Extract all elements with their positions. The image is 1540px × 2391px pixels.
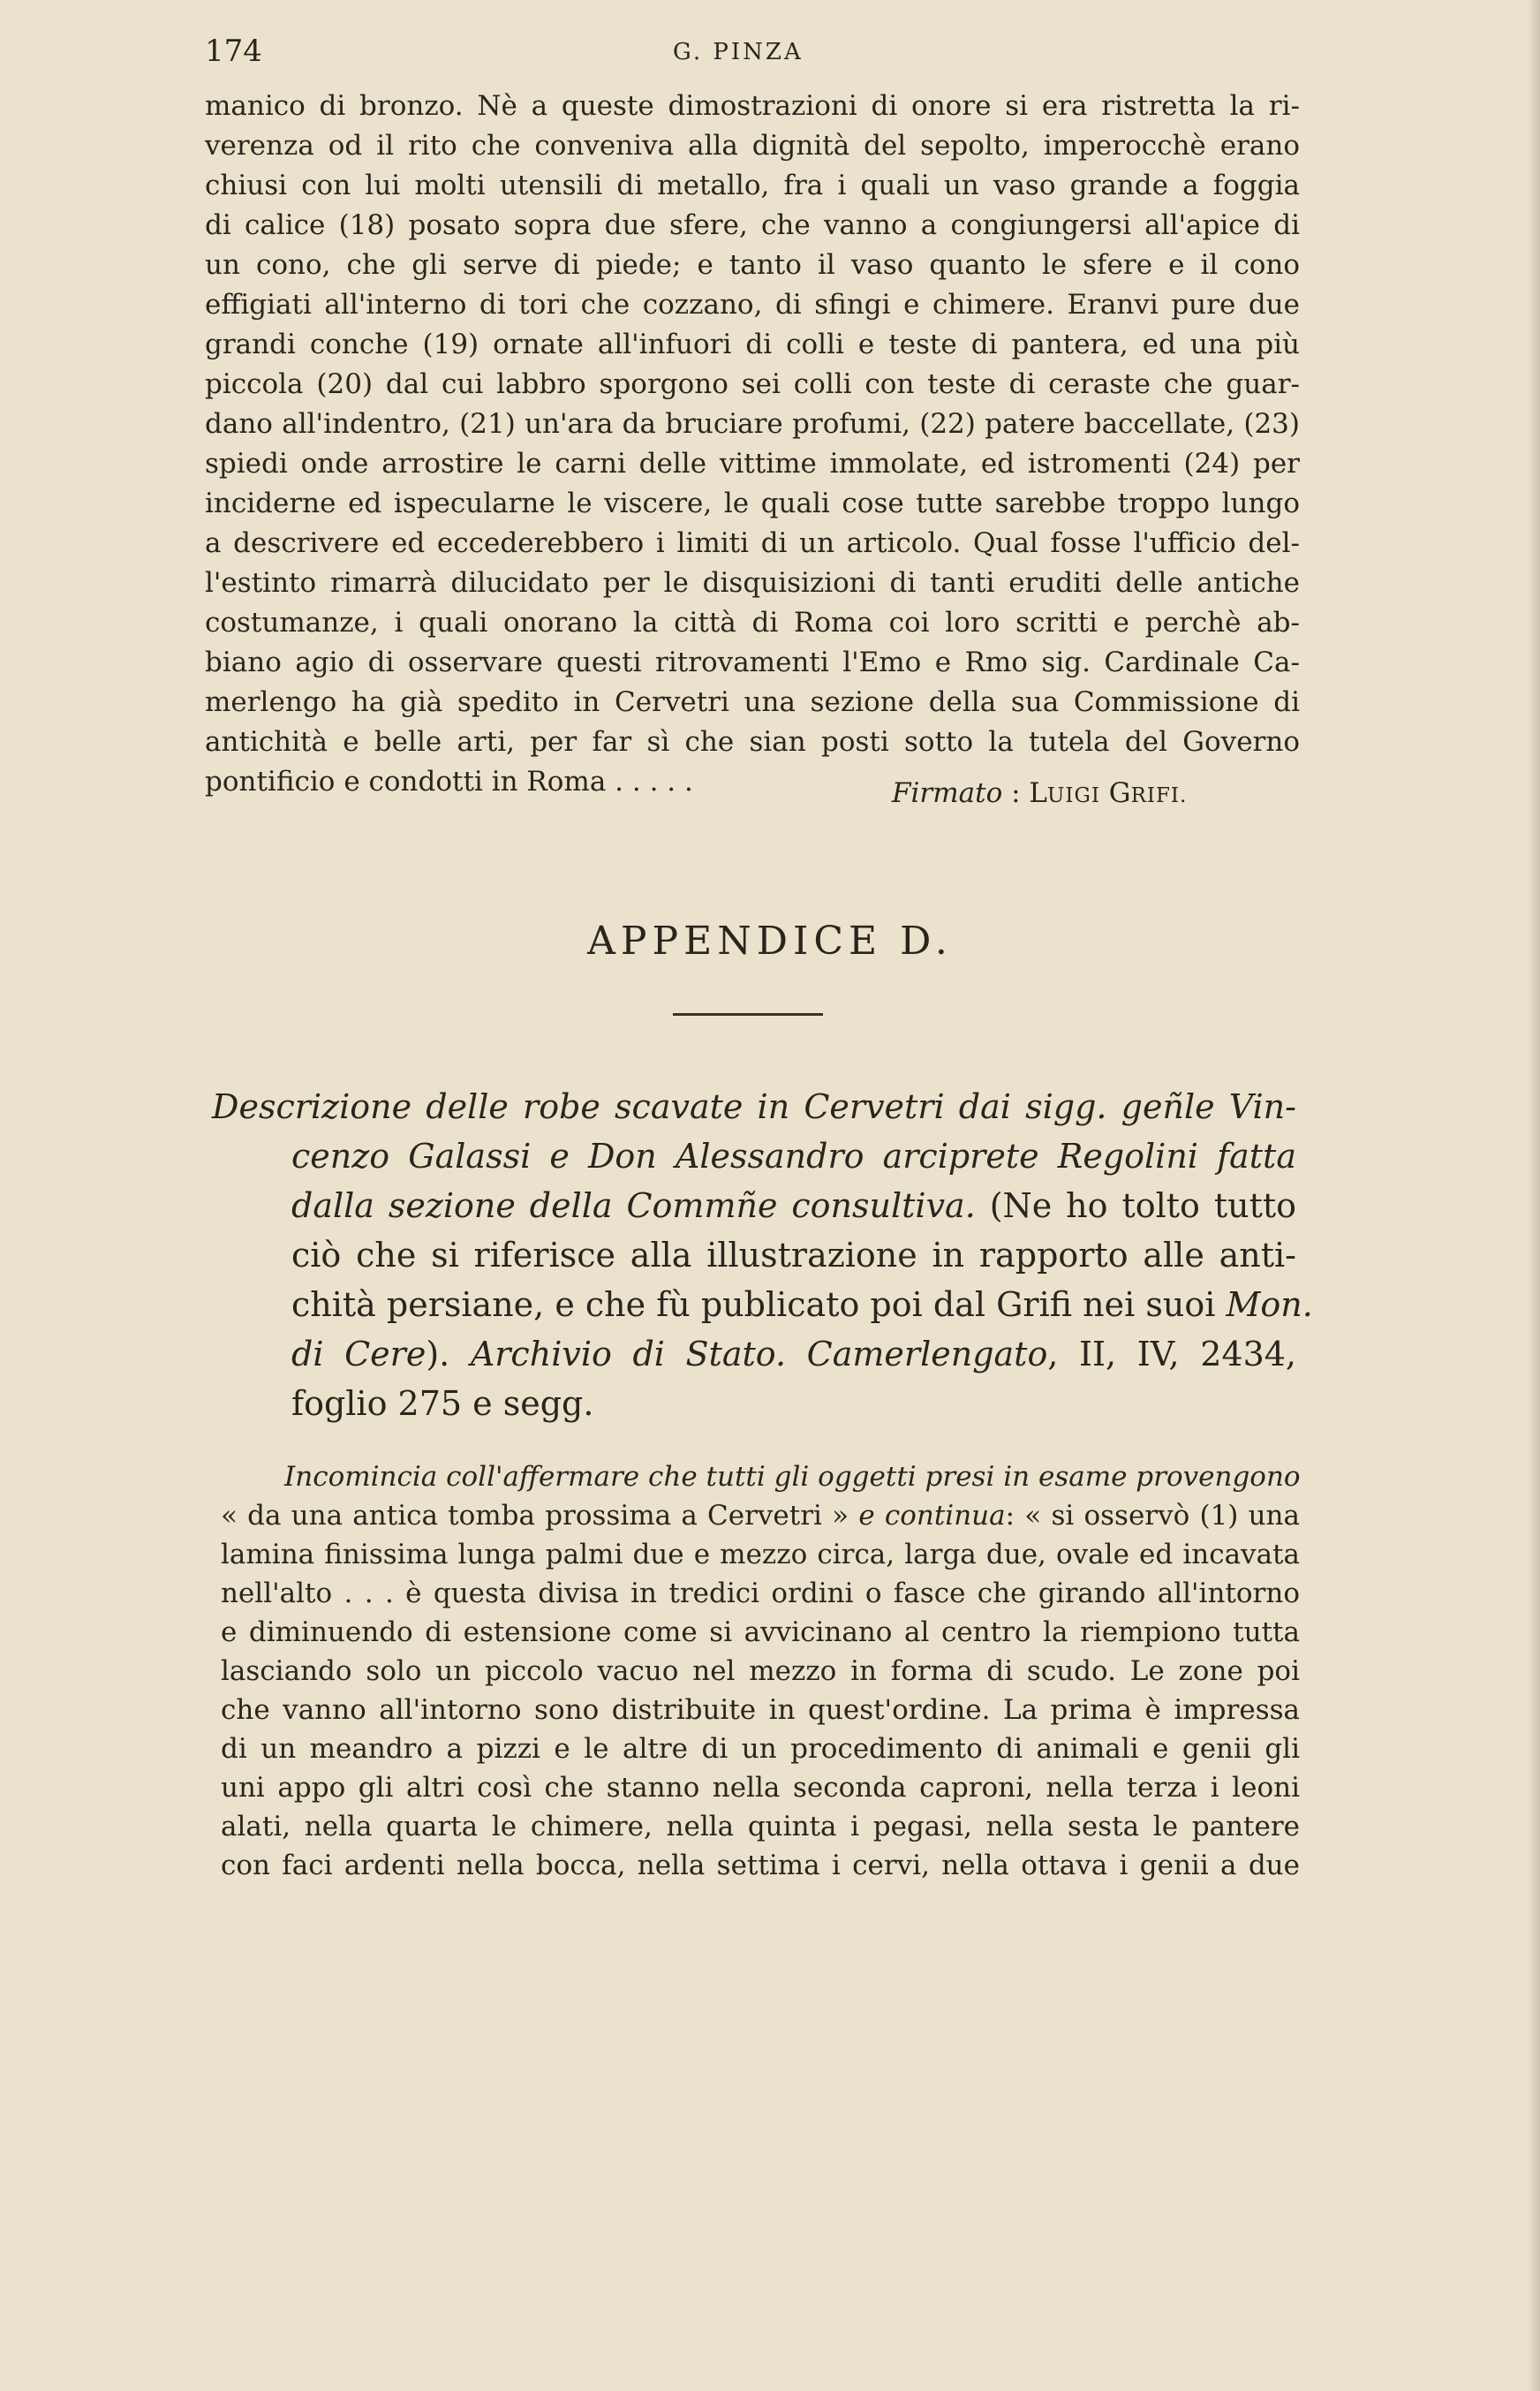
text-line: verenza od il rito che conveniva alla dignità del sepolto, imperocchè erano <box>205 130 1300 162</box>
text-line: inciderne ed ispecularne le viscere, le quali cose tutte sarebbe troppo lungo <box>205 488 1300 519</box>
text-line: manico di bronzo. Nè a queste dimostrazioni di onore si era ristretta la ri- <box>205 90 1300 122</box>
text-line: pontificio e condotti in Roma . . . . . <box>205 766 693 798</box>
signature-initial-last: G <box>1108 777 1131 809</box>
text-line: lasciando solo un piccolo vacuo nel mezzo in forma di scudo. Le zone poi <box>221 1655 1300 1687</box>
appendix-body <box>221 1457 1300 1885</box>
desc-line <box>212 1181 1296 1230</box>
desc-italic: dalla sezione della Commñe consultiva. <box>291 1186 976 1225</box>
signature-line <box>892 777 1187 809</box>
heading-rule <box>673 1013 823 1016</box>
text-line: nell'alto . . . è questa divisa in tredici ordini o fasce che girando all'intorno <box>221 1578 1300 1609</box>
text-line: di un meandro a pizzi e le altre di un procedimento di animali e genii gli <box>221 1733 1300 1765</box>
text-line: dano all'indentro, (21) un'ara da bruciare profumi, (22) patere baccellate, (23) <box>205 408 1300 440</box>
desc-line <box>212 1329 1296 1379</box>
text-line <box>221 1457 1300 1496</box>
page-edge-shadow <box>1528 0 1540 2391</box>
appendix-heading: APPENDICE D. <box>587 919 953 964</box>
desc-line <box>212 1280 1313 1329</box>
desc-line: ciò che si riferisce alla illustrazione in rapporto alle anti- <box>291 1236 1296 1275</box>
page-number: 174 <box>205 34 262 69</box>
letter-paragraph <box>205 87 1300 802</box>
text-line: spiedi onde arrostire le carni delle vittime immolate, ed istromenti (24) per <box>205 448 1300 480</box>
text-line: grandi conche (19) ornate all'infuori di colli e teste di pantera, ed una più <box>205 329 1300 360</box>
signature-name-first: UIGI <box>1047 784 1100 807</box>
desc-roman: (Ne ho tolto tutto <box>975 1186 1296 1225</box>
text-line: effigiati all'interno di tori che cozzano, di sfingi e chimere. Eranvi pure due <box>205 289 1300 321</box>
body-italic: Incomincia coll'affermare che tutti gli oggetti presi in esame provengono <box>284 1461 1301 1493</box>
desc-roman: ). <box>426 1335 471 1373</box>
desc-italic: Mon. <box>1226 1285 1313 1324</box>
text-line: di calice (18) posato sopra due sfere, che vanno a congiungersi all'apice di <box>205 209 1300 241</box>
text-line <box>221 1496 1300 1535</box>
signature-separator: : <box>1002 777 1030 809</box>
body-italic: e continua <box>858 1500 1006 1532</box>
desc-italic: Descrizione delle robe scavate in Cervetri dai sigg. geñle Vin- <box>212 1087 1296 1126</box>
text-line: un cono, che gli serve di piede; e tanto il vaso quanto le sfere e il cono <box>205 249 1300 281</box>
text-line: lamina finissima lunga palmi due e mezzo circa, larga due, ovale ed incavata <box>221 1539 1300 1570</box>
running-head: G. PINZA <box>673 39 804 65</box>
text-line: con faci ardenti nella bocca, nella settima i cervi, nella ottava i genii a due <box>221 1850 1300 1881</box>
desc-line: foglio 275 e segg. <box>291 1384 594 1423</box>
signature-label: Firmato <box>892 777 1003 809</box>
appendix-description <box>212 1082 1313 1428</box>
text-line: uni appo gli altri così che stanno nella seconda caproni, nella terza i leoni <box>221 1772 1300 1804</box>
page-header <box>205 34 1300 78</box>
body-roman: « da una antica tomba prossima a Cervetri » <box>221 1500 859 1532</box>
text-line: e diminuendo di estensione come si avvicinano al centro la riempiono tutta <box>221 1616 1300 1648</box>
text-line: costumanze, i quali onorano la città di Roma coi loro scritti e perchè ab- <box>205 607 1300 639</box>
text-line: antichità e belle arti, per far sì che sian posti sotto la tutela del Governo <box>205 726 1300 758</box>
signature-initial-first: L <box>1029 777 1047 809</box>
text-line: piccola (20) dal cui labbro sporgono sei colli con teste di ceraste che guar- <box>205 368 1300 400</box>
body-roman: : « si osservò (1) una <box>1005 1500 1301 1532</box>
desc-italic: di Cere <box>291 1335 427 1373</box>
text-line: che vanno all'intorno sono distribuite in quest'ordine. La prima è impressa <box>221 1694 1300 1726</box>
desc-roman: , II, IV, 2434, <box>1047 1335 1297 1373</box>
desc-italic: cenzo Galassi e Don Alessandro arciprete Regolini fatta <box>291 1137 1296 1176</box>
text-line: alati, nella quarta le chimere, nella quinta i pegasi, nella sesta le pantere <box>221 1811 1300 1842</box>
text-line: a descrivere ed eccederebbero i limiti di un articolo. Qual fosse l'ufficio del- <box>205 527 1300 559</box>
text-line: merlengo ha già spedito in Cervetri una sezione della sua Commissione di <box>205 686 1300 718</box>
text-line: chiusi con lui molti utensili di metallo, fra i quali un vaso grande a foggia <box>205 170 1300 201</box>
desc-roman: chità persiane, e che fù publicato poi dal Grifi nei suoi <box>291 1285 1227 1324</box>
desc-italic: Archivio di Stato. Camerlengato <box>470 1335 1048 1373</box>
desc-line <box>212 1082 1296 1131</box>
text-line: biano agio di osservare questi ritrovamenti l'Emo e Rmo sig. Cardinale Ca- <box>205 647 1300 678</box>
signature-name-last: RIFI. <box>1130 784 1188 807</box>
desc-line <box>212 1131 1296 1181</box>
text-line: l'estinto rimarrà dilucidato per le disquisizioni di tanti eruditi delle antiche <box>205 567 1300 599</box>
